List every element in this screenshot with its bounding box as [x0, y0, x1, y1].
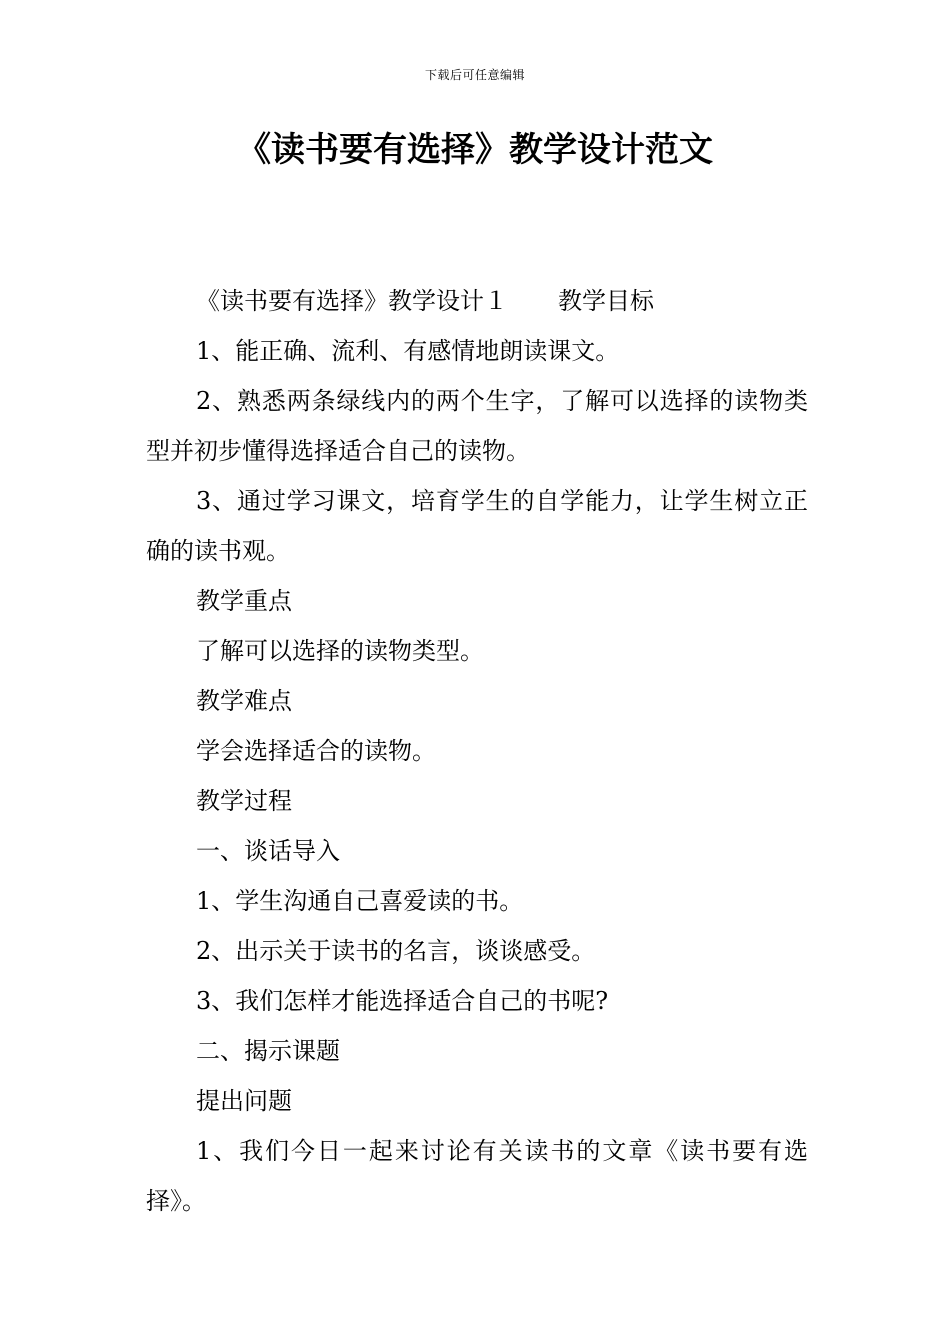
document-title: 《读书要有选择》教学设计范文	[237, 130, 713, 170]
paragraph-goal-1: 1、能正确、流利、有感情地朗读课文。	[196, 337, 620, 365]
section-heading-difficulty: 教学难点	[196, 687, 292, 715]
page-header-note: 下载后可任意编辑	[424, 68, 525, 82]
paragraph-goal-3: 3、通过学习课文，培育学生的自学能力，让学生树立正确的读书观。	[146, 487, 808, 565]
document-body	[146, 276, 808, 1226]
paragraph-difficulty: 学会选择适合的读物。	[196, 737, 436, 765]
paragraph-key-point: 了解可以选择的读物类型。	[196, 637, 484, 665]
intro-line	[146, 276, 808, 326]
paragraph-step-2: 2、出示关于读书的名言，谈谈感受。	[196, 937, 596, 965]
paragraph-goal-2: 2、熟悉两条绿线内的两个生字，了解可以选择的读物类型并初步懂得选择适合自己的读物。	[146, 387, 808, 465]
paragraph-step-3: 3、我们怎样才能选择适合自己的书呢?	[196, 987, 609, 1015]
subheading-reveal-topic: 二、揭示课题	[196, 1037, 340, 1065]
intro-heading: 《读书要有选择》教学设计１	[196, 287, 508, 315]
section-heading-goals: 教学目标	[558, 287, 654, 315]
paragraph-step-1: 1、学生沟通自己喜爱读的书。	[196, 887, 524, 915]
section-heading-process: 教学过程	[196, 787, 292, 815]
subheading-intro-talk: 一、谈话导入	[196, 837, 340, 865]
section-heading-key-point: 教学重点	[196, 587, 292, 615]
paragraph-question-1: 1、我们今日一起来讨论有关读书的文章《读书要有选择》。	[146, 1137, 808, 1215]
subheading-raise-questions: 提出问题	[196, 1087, 292, 1115]
